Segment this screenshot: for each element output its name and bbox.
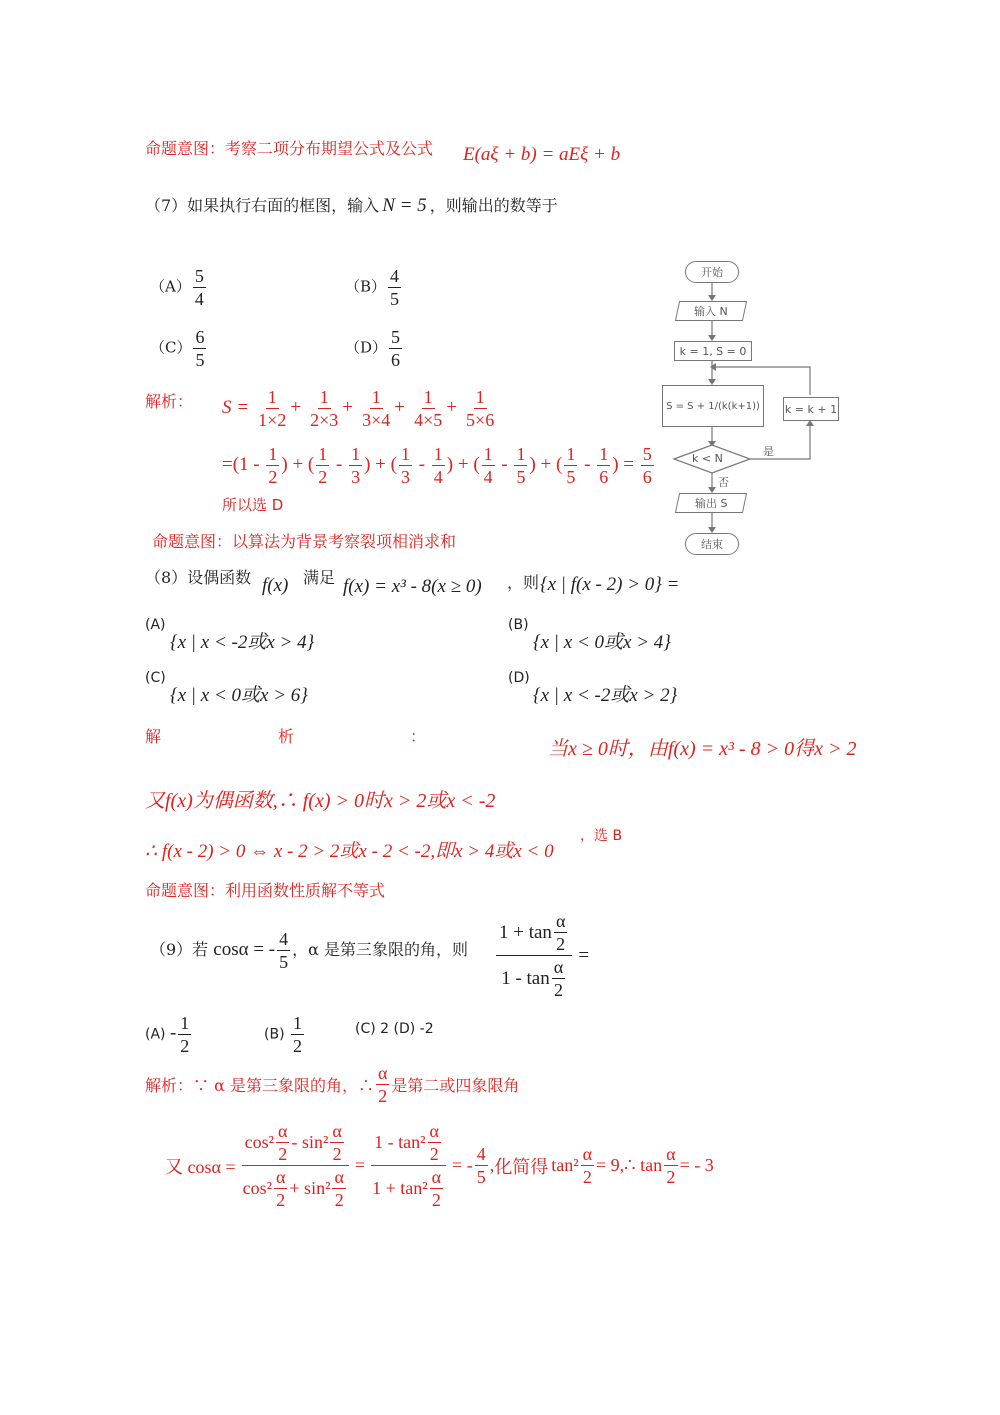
q8-option-b-label: (B) [508,617,529,633]
q8-set: {x | f(x - 2) > 0} = [540,574,680,595]
q7-intent: 命题意图：以算法为背景考察裂项相消求和 [152,532,457,551]
q8-then: ，则 [507,573,540,592]
q9-final-line: 又 cosα = cos² $\frac{\alpha}{2}$ - sin² $\frac{\alpha}{2}$ cos² $\frac{\alpha}{2}$ + sin² $\frac{\alpha}{2}$ = 1 - tan² $\frac{\alpha}{2}$ 1 + tan² $\frac{\alpha}{2}$ = - $\frac{4}{5}$ , 化简得 tan² $\frac{\alpha}{2}$ = 9,∴ tan $\frac{\alpha}{2}$ = - 3 [165,1121,714,1210]
q8-option-d: {x | x < -2或x > 2} [533,685,678,706]
q8-analysis-line2: 又f(x)为偶函数,∴ f(x) > 0时x > 2或x < -2 [145,790,496,812]
q7-option-d: （D） $\frac{5}{6}$ [345,327,401,370]
flowchart-condition: k < N [692,452,723,465]
flowchart-no: 否 [718,476,729,489]
q8-definition: f(x) = x³ - 8(x ≥ 0) [343,576,482,597]
q8-option-d-label: (D) [508,670,530,686]
q8-analysis-line1: 当x ≥ 0时，由f(x) = x³ - 8 > 0得x > 2 [548,738,857,760]
q8-analysis-char-2: 析 [278,727,295,746]
q7-choose: 所以选 D [222,496,284,514]
q8-option-c-label: (C) [145,670,166,686]
q6-intent-formula: E(aξ + b) = aEξ + b [463,144,621,165]
q8-analysis-char-3: ： [410,727,427,746]
flowchart-yes: 是 [763,445,774,458]
q7-option-c: （C） $\frac{6}{5}$ [150,327,205,370]
q8-choose: ，选 B [580,828,623,844]
q7-analysis-label: 解析： [145,392,194,411]
flowchart-end: 结束 [685,533,739,555]
q9-option-a: (A) - $\frac{1}{2}$ [145,1013,190,1056]
flowchart-update: S = S + 1/(k(k+1)) [662,385,764,427]
q7-analysis-line2: =(1 - $\frac{1}{2}$ ) + ( $\frac{1}{2}$ - $\frac{1}{3}$ ) + ( $\frac{1}{3}$ - $\frac{1}{4}$ ) + ( $\frac{1}{4}$ - $\frac{1}{5}$ ) + ( $\frac{1}{5}$ - $\frac{1}{6}$ ) = $\frac{5}{6}$ [222,444,652,487]
q8-intent: 命题意图：利用函数性质解不等式 [145,881,386,900]
q8-option-a: {x | x < -2或x > 4} [170,632,315,653]
q8-satisfy: 满足 [303,568,336,587]
q8-option-b: {x | x < 0或x > 4} [533,632,671,653]
q9-option-b: (B) $\frac{1}{2}$ [264,1013,302,1056]
flowchart-init: k = 1, S = 0 [674,341,752,361]
q7-analysis-line1: S = $\frac{1}{1\times 2}$ + $\frac{1}{2\times 3}$ + $\frac{1}{3\times 4}$ + $\frac{1}{4\times 5}$ + $\frac{1}{5\times 6}$ [222,387,495,430]
q8-analysis-char-1: 解 [145,727,162,746]
flowchart-input: 输入 N [675,301,747,321]
flowchart-output: 输出 S [675,493,747,513]
q8-stem-pre: （8）设偶函数 [145,568,252,587]
q8-fx: f(x) [262,575,289,596]
q7-option-a: （A） $\frac{5}{4}$ [150,266,204,309]
q9-option-cd: (C) 2 (D) -2 [355,1021,434,1037]
q7-stem: （7）如果执行右面的框图，输入 N = 5 ，则输出的数等于 [145,195,558,216]
flowchart-increment: k = k + 1 [783,397,839,421]
q9-stem: （9）若 cosα = - $\frac{4}{5}$ ，α 是第三象限的角，则 [150,929,469,972]
q7-option-b: （B） $\frac{4}{5}$ [345,266,400,309]
q9-big-fraction: 1 + tan $\frac{\alpha}{2}$ 1 - tan $\frac{\alpha}{2}$ = [496,910,589,1001]
flowchart [655,255,845,565]
q8-option-a-label: (A) [145,617,166,633]
q6-intent-label: 命题意图：考察二项分布期望公式及公式 [145,139,434,158]
q8-analysis-line3: ∴ f(x - 2) > 0 ⇔ x - 2 > 2或x - 2 < -2,即x > 4或x < 0 [145,841,554,862]
q8-option-c: {x | x < 0或x > 6} [170,685,308,706]
flowchart-start: 开始 [685,261,739,283]
q9-analysis: 解析：∵ α 是第三象限的角，∴ $\frac{\alpha}{2}$ 是第二或四象限角 [145,1063,520,1106]
